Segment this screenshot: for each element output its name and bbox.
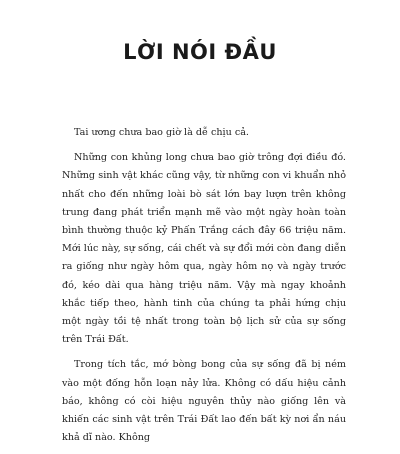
paragraph: Tai ương chưa bao giờ là dễ chịu cả.	[74, 127, 249, 138]
body-text	[62, 124, 346, 454]
chapter-title: LỜI NÓI ĐẦU	[123, 40, 277, 64]
paragraph: Trong tích tắc, mớ bòng bong của sự sống đã bị ném vào một đống hỗn loạn nảy lửa. Không có dấu hiệu cảnh báo, không có còi hiệu nguyên thủy nào giống lên và khiến các sinh vật trên Trái Đất lao đến bất kỳ nơi ẩn náu khả dĩ nào. Không	[62, 359, 346, 444]
paragraph: Những con khủng long chưa bao giờ trông đợi điều đó. Những sinh vật khác cũng vậy, từ những con vi khuẩn nhỏ nhất cho đến những loài bò sát lớn bay lượn trên không trung đang phát triển mạnh mẽ vào một ngày hoàn toàn bình thường thuộc kỷ Phấn Trắng cách đây 66 triệu năm. Mới lúc này, sự sống, cái chết và sự đổi mới còn đang diễn ra giống như ngày hôm qua, ngày hôm nọ và ngày trước đó, kéo dài qua hàng triệu năm. Vậy mà ngay khoảnh khắc tiếp theo, hành tinh của chúng ta phải hứng chịu một ngày tồi tệ nhất trong toàn bộ lịch sử của sự sống trên Trái Đất.	[62, 152, 346, 346]
